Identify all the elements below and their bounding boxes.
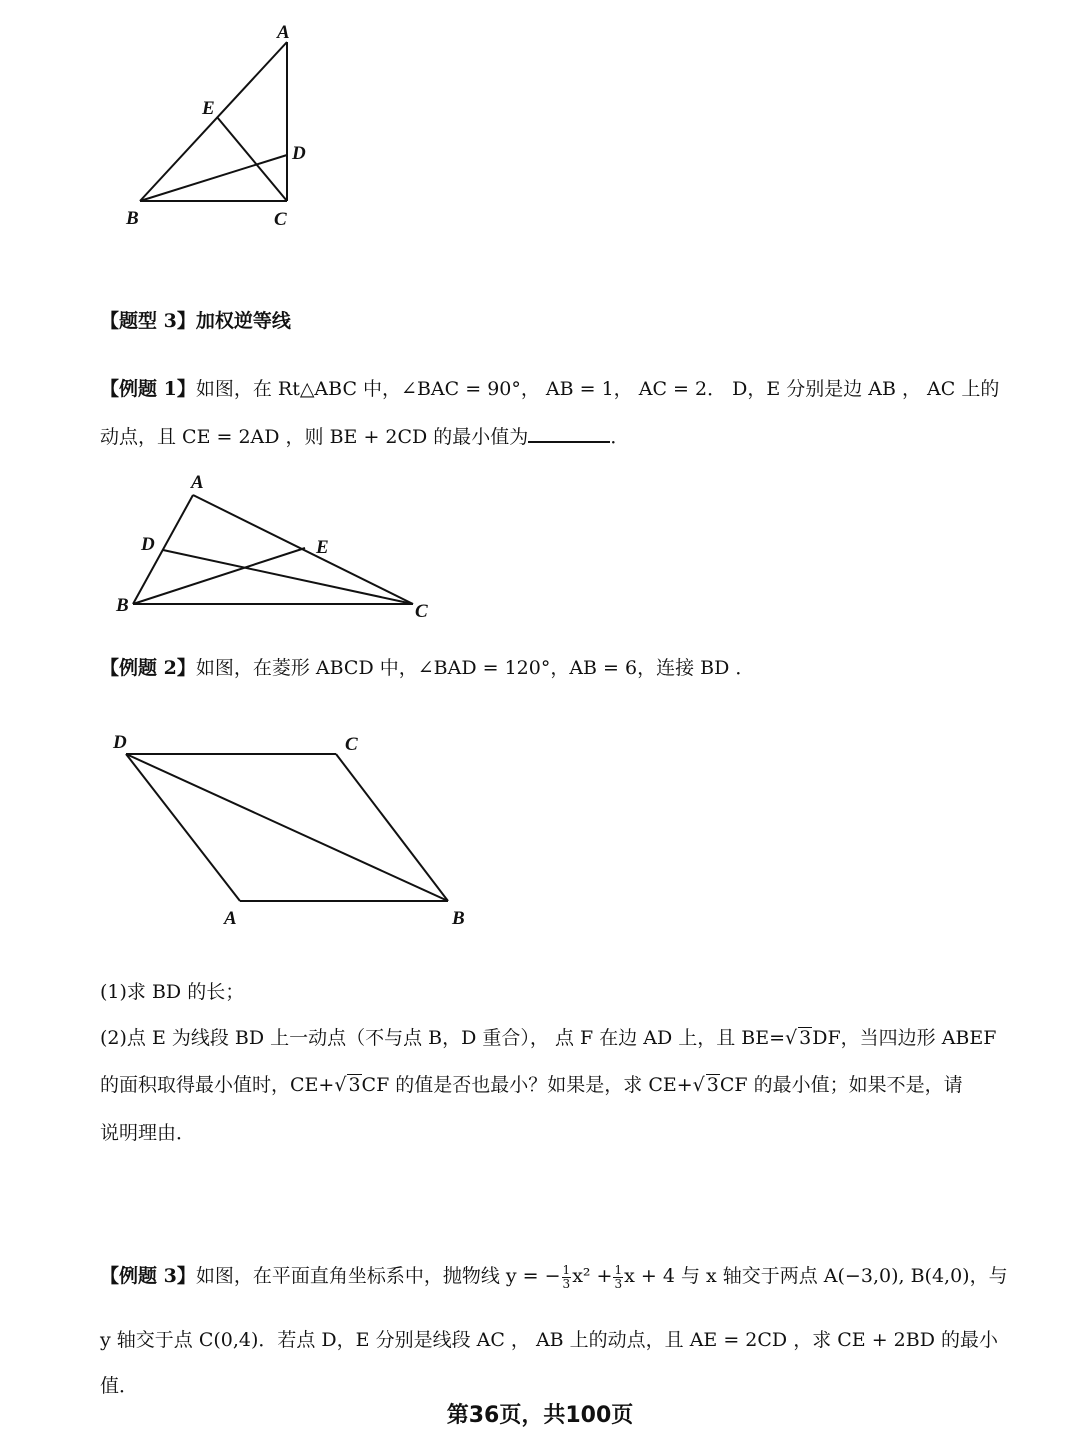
label-b: B bbox=[116, 595, 129, 616]
example2-q2-line2 bbox=[100, 1071, 963, 1099]
example1-line1 bbox=[100, 375, 999, 403]
sqrt-radicand: 3 bbox=[706, 1074, 719, 1096]
label-b: B bbox=[452, 908, 465, 929]
q2-text1a: (2)点 E 为线段 BD 上一动点（不与点 B，D 重合）， 点 F 在边 AD 上，且 BE= bbox=[100, 1027, 786, 1049]
q2-text2b: CF 的值是否也最小？如果是，求 CE+ bbox=[361, 1074, 693, 1096]
figure-triangle-abc-2 bbox=[0, 460, 460, 630]
q2-text2c: CF 的最小值；如果不是，请 bbox=[719, 1074, 963, 1096]
example1-line2 bbox=[100, 423, 629, 451]
label-b: B bbox=[126, 208, 139, 229]
example2-tag: 【例题 2】 bbox=[100, 657, 196, 679]
sqrt-radicand: 3 bbox=[799, 1027, 812, 1049]
label-c: C bbox=[274, 209, 287, 230]
example1-text2b: ． bbox=[610, 426, 630, 448]
figure-triangle-abc-1 bbox=[0, 0, 400, 250]
q2-text1b: DF，当四边形 ABEF bbox=[812, 1027, 997, 1049]
label-c: C bbox=[415, 601, 428, 622]
page-footer: 第36页，共100页 bbox=[446, 1403, 634, 1428]
example1-text2a: 动点，且 CE = 2AD ，则 BE + 2CD 的最小值为 bbox=[100, 426, 529, 448]
example3-line3: 值． bbox=[100, 1375, 139, 1397]
example1-tag: 【例题 1】 bbox=[100, 378, 196, 400]
q2-text2a: 的面积取得最小值时，CE+ bbox=[100, 1074, 335, 1096]
label-d: D bbox=[141, 534, 155, 555]
sqrt-symbol: √ bbox=[334, 1074, 347, 1096]
segment-ad bbox=[126, 754, 240, 901]
fraction-one-third: $\frac{1}{3}$ bbox=[614, 1262, 623, 1291]
label-d: D bbox=[292, 143, 306, 164]
segment-cb bbox=[336, 754, 448, 901]
example2-q2-line3: 说明理由． bbox=[100, 1122, 196, 1144]
section-title: 【题型 3】加权逆等线 bbox=[100, 310, 291, 332]
sqrt-symbol: √ bbox=[785, 1027, 798, 1049]
label-a: A bbox=[224, 908, 237, 929]
example2-text1: 如图，在菱形 ABCD 中，∠BAD = 120°，AB = 6，连接 BD ． bbox=[195, 657, 755, 679]
example1-text1: 如图，在 Rt△ABC 中，∠BAC = 90°， AB = 1， AC = 2． D，E 分别是边 AB ， AC 上的 bbox=[195, 378, 1000, 400]
sqrt-radicand: 3 bbox=[348, 1074, 361, 1096]
label-d: D bbox=[113, 732, 127, 753]
example3-text1a: 如图，在平面直角坐标系中，抛物线 y = − bbox=[195, 1265, 561, 1287]
label-e: E bbox=[202, 98, 215, 119]
example3-text1c: x + 4 与 x 轴交于两点 A(−3,0), B(4,0)，与 bbox=[624, 1265, 1008, 1287]
sqrt-symbol: √ bbox=[692, 1074, 705, 1096]
label-e: E bbox=[316, 537, 329, 558]
example2-line1 bbox=[100, 654, 754, 682]
fraction-one-third: $\frac{1}{3}$ bbox=[562, 1262, 571, 1291]
label-a: A bbox=[277, 22, 290, 43]
example3-tag: 【例题 3】 bbox=[100, 1265, 196, 1287]
segment-db bbox=[126, 754, 448, 901]
figure-rhombus-abcd bbox=[0, 720, 500, 940]
example3-line2: y 轴交于点 C(0,4)．若点 D，E 分别是线段 AC ， AB 上的动点，且 AE = 2CD ，求 CE + 2BD 的最小 bbox=[100, 1329, 998, 1351]
answer-blank[interactable] bbox=[528, 423, 610, 443]
example3-text1b: x² + bbox=[572, 1265, 613, 1287]
example3-line1 bbox=[100, 1262, 1008, 1291]
example2-q2-line1 bbox=[100, 1024, 996, 1052]
example2-q1: (1)求 BD 的长； bbox=[100, 981, 245, 1003]
segment-dc bbox=[163, 550, 413, 604]
label-c: C bbox=[345, 734, 358, 755]
label-a: A bbox=[191, 472, 204, 493]
